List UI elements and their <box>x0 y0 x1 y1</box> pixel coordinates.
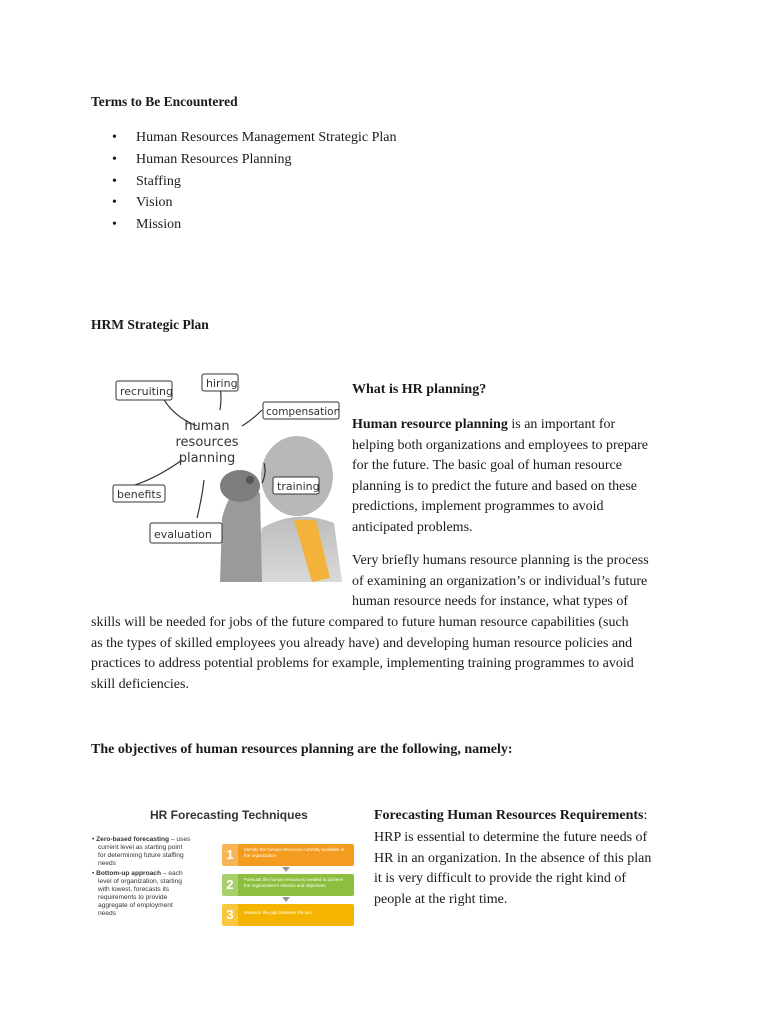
paragraph-line: people at the right time. <box>374 891 508 907</box>
paragraph-line: anticipated problems. <box>352 519 473 535</box>
forecast-title-bold: Forecasting Human Resources Requirements <box>374 808 644 823</box>
figure-bullet: • Bottom-up approach – each <box>92 870 183 877</box>
bullet-bold: Zero-based forecasting <box>96 836 170 843</box>
diagram-center-line: resources <box>175 435 239 450</box>
list-item: • Staffing <box>112 171 396 193</box>
diagram-label-recruiting: recruiting <box>120 385 173 398</box>
list-item: • Human Resources Planning <box>112 149 396 171</box>
list-item: • Human Resources Management Strategic Plan <box>112 127 396 149</box>
paragraph-line: practices to address potential problems for example, implementing training programmes to avoid <box>91 656 634 672</box>
hr-planning-paragraph-2a <box>352 551 649 613</box>
hr-planning-paragraph-2b <box>91 613 634 695</box>
bullet-text: – uses <box>169 836 191 843</box>
step-number: 2 <box>222 874 238 896</box>
paragraph-line: predictions, implement programmes to avoid <box>352 499 604 515</box>
step-number: 3 <box>222 904 238 926</box>
bullet-bold: Bottom-up approach <box>96 870 161 877</box>
figure-bullet-line: level of organization, starting <box>98 878 182 885</box>
figure-bullet-line: needs <box>98 910 116 917</box>
list-item: • Vision <box>112 192 396 214</box>
bold-term: Human resource planning <box>352 417 508 432</box>
bullet-text: – each <box>160 870 183 877</box>
paragraph-line: for the future. The basic goal of human resource <box>352 458 622 474</box>
diagram-center-line: human <box>184 419 230 434</box>
hr-planning-diagram <box>102 368 342 582</box>
paragraph-line: Very briefly humans resource planning is the process <box>352 553 649 568</box>
step-number: 1 <box>222 844 238 866</box>
forecast-title-colon: : <box>643 808 648 823</box>
figure-bullet-line: requirements to provide <box>98 894 168 901</box>
down-arrow-icon <box>282 867 290 872</box>
diagram-label-compensation: compensation <box>266 406 341 418</box>
step-text: Forecast the human resources needed to achieve the organization's mission and objectives <box>244 877 344 888</box>
paragraph-line: helping both organizations and employees to prepare <box>352 437 648 453</box>
paragraph-line: of examining an organization’s or individual’s future <box>352 573 648 589</box>
hrm-plan-heading: HRM Strategic Plan <box>91 317 209 332</box>
step-text: Identify the human resources currently available in the organization <box>244 847 345 858</box>
paragraph-line: planning is to predict the future and based on these <box>352 478 637 494</box>
figure-bullet-line: for determining future staffing <box>98 852 184 859</box>
forecast-step-1 <box>222 844 354 866</box>
diagram-label-evaluation: evaluation <box>154 528 212 541</box>
forecast-step-3 <box>222 904 354 926</box>
figure-title: HR Forecasting Techniques <box>150 808 308 822</box>
paragraph-line: HRP is essential to determine the future needs of <box>374 830 648 845</box>
figure-bullets <box>92 836 210 918</box>
paragraph-line: HR in an organization. In the absence of this plan <box>374 850 652 866</box>
paragraph-line <box>352 415 648 436</box>
objectives-heading: The objectives of human resources planning are the following, namely: <box>91 742 513 757</box>
figure-bullet: • Zero-based forecasting – uses <box>92 836 191 843</box>
paragraph-line: human resource needs for instance, what types of <box>352 594 629 610</box>
list-item: • Mission <box>112 214 396 236</box>
terms-list <box>112 127 396 236</box>
figure-bullet-line: with lowest, forecasts its <box>98 886 170 893</box>
paragraph-line: skill deficiencies. <box>91 676 189 692</box>
forecast-step-2 <box>222 874 354 896</box>
hr-planning-paragraph-1 <box>352 415 648 539</box>
down-arrow-icon <box>282 897 290 902</box>
diagram-label-benefits: benefits <box>117 488 162 501</box>
diagram-label-training: training <box>277 480 320 493</box>
forecast-title <box>374 808 647 824</box>
paragraph-line: it is very difficult to provide the right kind of <box>374 871 627 887</box>
step-text: Measure the gap between the two <box>244 910 312 915</box>
hr-planning-question: What is HR planning? <box>352 382 487 397</box>
hr-forecasting-figure <box>90 800 358 958</box>
figure-bullet-line: current level as starting point <box>98 844 183 851</box>
line-text: is an important for <box>507 417 616 432</box>
paragraph-line: skills will be needed for jobs of the future compared to future human resource capabilities (such <box>91 615 629 630</box>
paragraph-line: as the types of skilled employees you already have) and developing human resource policies and <box>91 635 633 651</box>
figure-bullet-line: aggregate of employment <box>98 902 173 909</box>
diagram-center-line: planning <box>178 451 236 466</box>
terms-heading: Terms to Be Encountered <box>91 94 238 109</box>
figure-bullet-line: needs <box>98 860 116 867</box>
hr-planning-illustration <box>102 368 342 582</box>
diagram-label-hiring: hiring <box>206 377 238 390</box>
forecast-paragraph <box>374 828 651 910</box>
